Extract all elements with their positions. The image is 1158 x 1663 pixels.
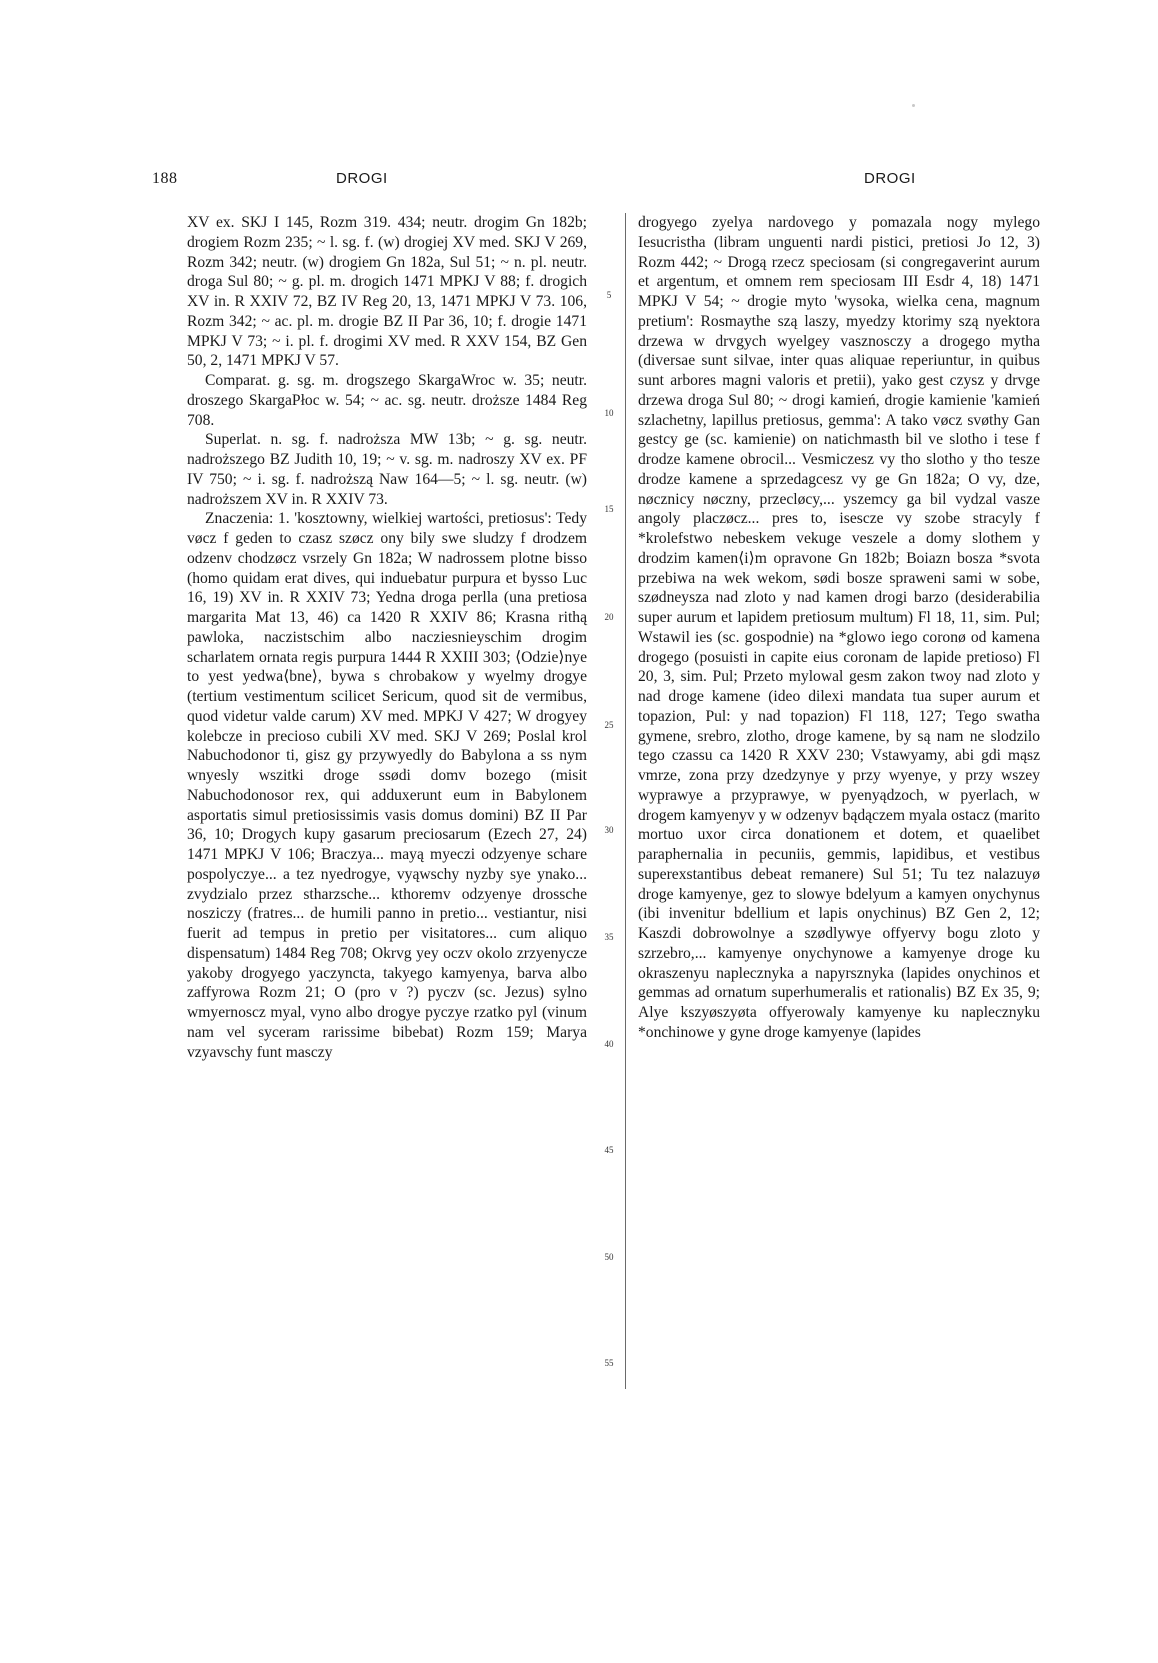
line-number: 30	[604, 825, 614, 835]
line-number: 55	[604, 1358, 614, 1368]
headword-left: DROGI	[336, 170, 388, 187]
line-number: 25	[604, 720, 614, 730]
line-number-gutter	[597, 213, 621, 1393]
line-number: 35	[604, 932, 614, 942]
right-column	[638, 213, 1040, 1043]
left-column	[187, 213, 587, 1062]
line-number: 40	[604, 1039, 614, 1049]
line-number: 10	[604, 408, 614, 418]
running-header	[152, 170, 1022, 194]
line-number: 15	[604, 504, 614, 514]
headword-right: DROGI	[864, 170, 916, 187]
column-divider	[625, 213, 626, 1389]
page-number: 188	[152, 170, 178, 187]
paragraph-inflection: XV ex. SKJ I 145, Rozm 319. 434; neutr. drogim Gn 182b; drogiem Rozm 235; ~ l. sg. f. (w) drogiej XV med. SKJ V 269, Rozm 342; neutr. (w) drogiem Gn 182a, Sul 51; ~ n. pl. neutr. droga Sul 80; ~ g. pl. m. drogich 1471 MPKJ V 88; f. drogich XV in. R XXIV 72, BZ IV Reg 20, 13, 1471 MPKJ V 73. 106, Rozm 342; ~ ac. pl. m. drogie BZ II Par 36, 10; f. drogie 1471 MPKJ V 73; ~ i. pl. f. drogimi XV med. R XXV 154, BZ Gen 50, 2, 1471 MPKJ V 57.	[187, 214, 587, 370]
line-number: 50	[604, 1252, 614, 1262]
paragraph-meanings: Znaczenia: 1. 'kosztowny, wielkiej wartości, pretiosus': Tedy vøcz f geden to czasz szøcz ony bily swe sludzy f drodzem odzenv chodzøcz vsrzely Gn 182a; W nadrossem plotne bisso (homo quidam erat dives, qui induebatur purpura et bysso Luc 16, 19) XV in. R XXIV 73; Yedna droga perlla (una pretiosa margarita Mat 13, 46) ca 1420 R XXIV 86; Krasna rithą pawloka, naczistschim albo nacziesnieyschim drogim scharlatem ornata regis purpura 1444 R XXIII 303; ⟨Odzie⟩nye to yest yedwa⟨bne⟩, bywa s chrobakow y wyelmy drogye (tertium vestimentum scilicet Sericum, quod sit de vermibus, quod videtur valde carum) XV med. MPKJ V 427; W drogyey kolebcze in precioso cubili XV med. SKJ V 269; Poslal krol Nabuchodonor ti, gisz gy przywyedly do Babylona a ss nym wnyesly wszitki droge ssødi domv bozego (misit Nabuchodonosor rex, qui adduxerunt eum in Babylonem asportatis simul pretiosissimis vasis domus domini) BZ II Par 36, 10; Drogych kupy gasarum preciosarum (Ezech 27, 24) 1471 MPKJ V 106; Braczya... mayą myeczi odzyenye schare pospolyczye... a tez nyedrogye, vyąwschy nyzby sye ynako... zvydzialo przez stharzsche... kthoremv odzyenye drossche nosziczy (fratres... de humili panno in pretio... vestiantur, nisi fuerit ad tempus in pretio per visitatores... cum aliquo dispensatum) 1484 Reg 708; Okrvg yey oczv okolo zrzyenycze yakoby drogyego yaczyncta, takyego kamyenya, barva albo zaffyrowa Rozm 21; O (pro v ?) pyczv (sc. Jezus) sylno wmyernoscz myal, vyno albo drogye pyczye rzatko pyl (vinum nam vel syceram rarissime bibebat) Rozm 159; Marya vzyavschy funt masczy	[187, 510, 587, 1061]
paragraph-continuation: drogyego zyelya nardovego y pomazala nogy mylego Iesucristha (libram unguenti nardi pistici, pretiosi Jo 12, 3) Rozm 442; ~ Drogą rzecz speciosam (si congregaverint aurum et argentum, et omnem rem speciosam III Esdr 4, 18) 1471 MPKJ V 54; ~ drogie myto 'wysoka, wielka cena, magnum pretium': Rosmaythe szą laszy, myedzy ktorimy szą nyektora drzewa w drvgych wyelgey vasznosczy a drogego mytha (diversae sunt silvae, inter quas aliquae reperiuntur, in quibus sunt arbores magni valoris et pretii), yako gest czysz y drvge drzewa droga Sul 80; ~ drogi kamień, drogie kamienie 'kamień szlachetny, lapillus pretiosus, gemma': A tako vøcz svøthy Gan gestcy ge (sc. kamienie) on natichmasth bil ve slotho i tese f drodze kamene obrocil... Vesmiczesz vy tho slotho y tho tesze drodze kamene a sprzedagcesz vy ge Gn 182a; O vy, dze, nøcznicy nøczny, przecløcy,... yszemcy ga bil vydzal vasze angoly placzøcz... pres to, isescze vy szobe stracyly f *krolefstwo nebeskem vekuge veszele a domy slothem y drodzim kamen⟨i⟩m opravone Gn 182b; Boiazn bosza *svota przebiwa na wek wekom, sødi bosze sprawenі sami w sobe, szødneysza nad zloto y nad kamen drogi barzo (desiderabilia super aurum et lapidem pretiosum multum) Fl 18, 11, sim. Pul; Wstawil ies (sc. gospodnie) na *glowo iego coronø od kamena drogego (posuisti in capite eius coronam de lapide pretioso) Fl 20, 3, sim. Pul; Przeto mylowal gesm zakon twoy nad zloto y nad droge kamene (ideo dilexi mandata tua super aurum et topazion, Pul: y nad topazion) Fl 118, 127; Tego swatha gymene, srebro, zlotho, droge kamene, by są nam ne slodzilo tego czassu ca 1420 R XXV 230; Vstawyamy, abi gdi mąsz vmrze, zona przy dzedzynye y przy wyenye, y przy wszey wyprawye a przyprawye, w pyenyądzoch, w pyerlach, w drogem kamyenyv y w odzenyv bądączem myala ostacz (marito mortuo uxor circa donationem et dotem, et quaelibet paraphernalia in pecuniis, gemmis, lapidibus, et vestibus superexstantibus debeat remanere) Sul 51; Tu tez nalazuyø droge kamyenye, gez to slowye bdelyum a kamyen onychynus (ibi invenitur bdellium et lapis onychinus) BZ Gen 2, 12; Kaszdi dobrowolnye a szødlywye offyervy bogu zloto y szrzebro,... kamyenye onychynowe a kamyenye droge ku okraszenyu naplecznyka a napyrsznyka (lapides onychinos et gemmas ad ornatum superhumeralis et rationalis) BZ Ex 35, 9; Alye kszyøszyøta offyerowaly kamyenye ku naplecznyku *onchinowe y gyne droge kamyenye (lapides	[638, 214, 1040, 1041]
paper-speck	[912, 104, 915, 107]
line-number: 45	[604, 1145, 614, 1155]
line-number: 5	[606, 290, 612, 300]
paragraph-superlative: Superlat. n. sg. f. nadroższa MW 13b; ~ g. sg. neutr. nadroższego BZ Judith 10, 19; ~ v. sg. m. nadroszy XV ex. PF IV 750; ~ i. sg. f. nadroższą Naw 164—5; ~ l. sg. neutr. (w) nadroższem XV in. R XXIV 73.	[187, 431, 587, 508]
line-number: 20	[604, 612, 614, 622]
paragraph-comparative: Comparat. g. sg. m. drogszego SkargaWroc w. 35; neutr. droszego SkargaPłoc w. 54; ~ ac. sg. neutr. droższe 1484 Reg 708.	[187, 372, 587, 429]
